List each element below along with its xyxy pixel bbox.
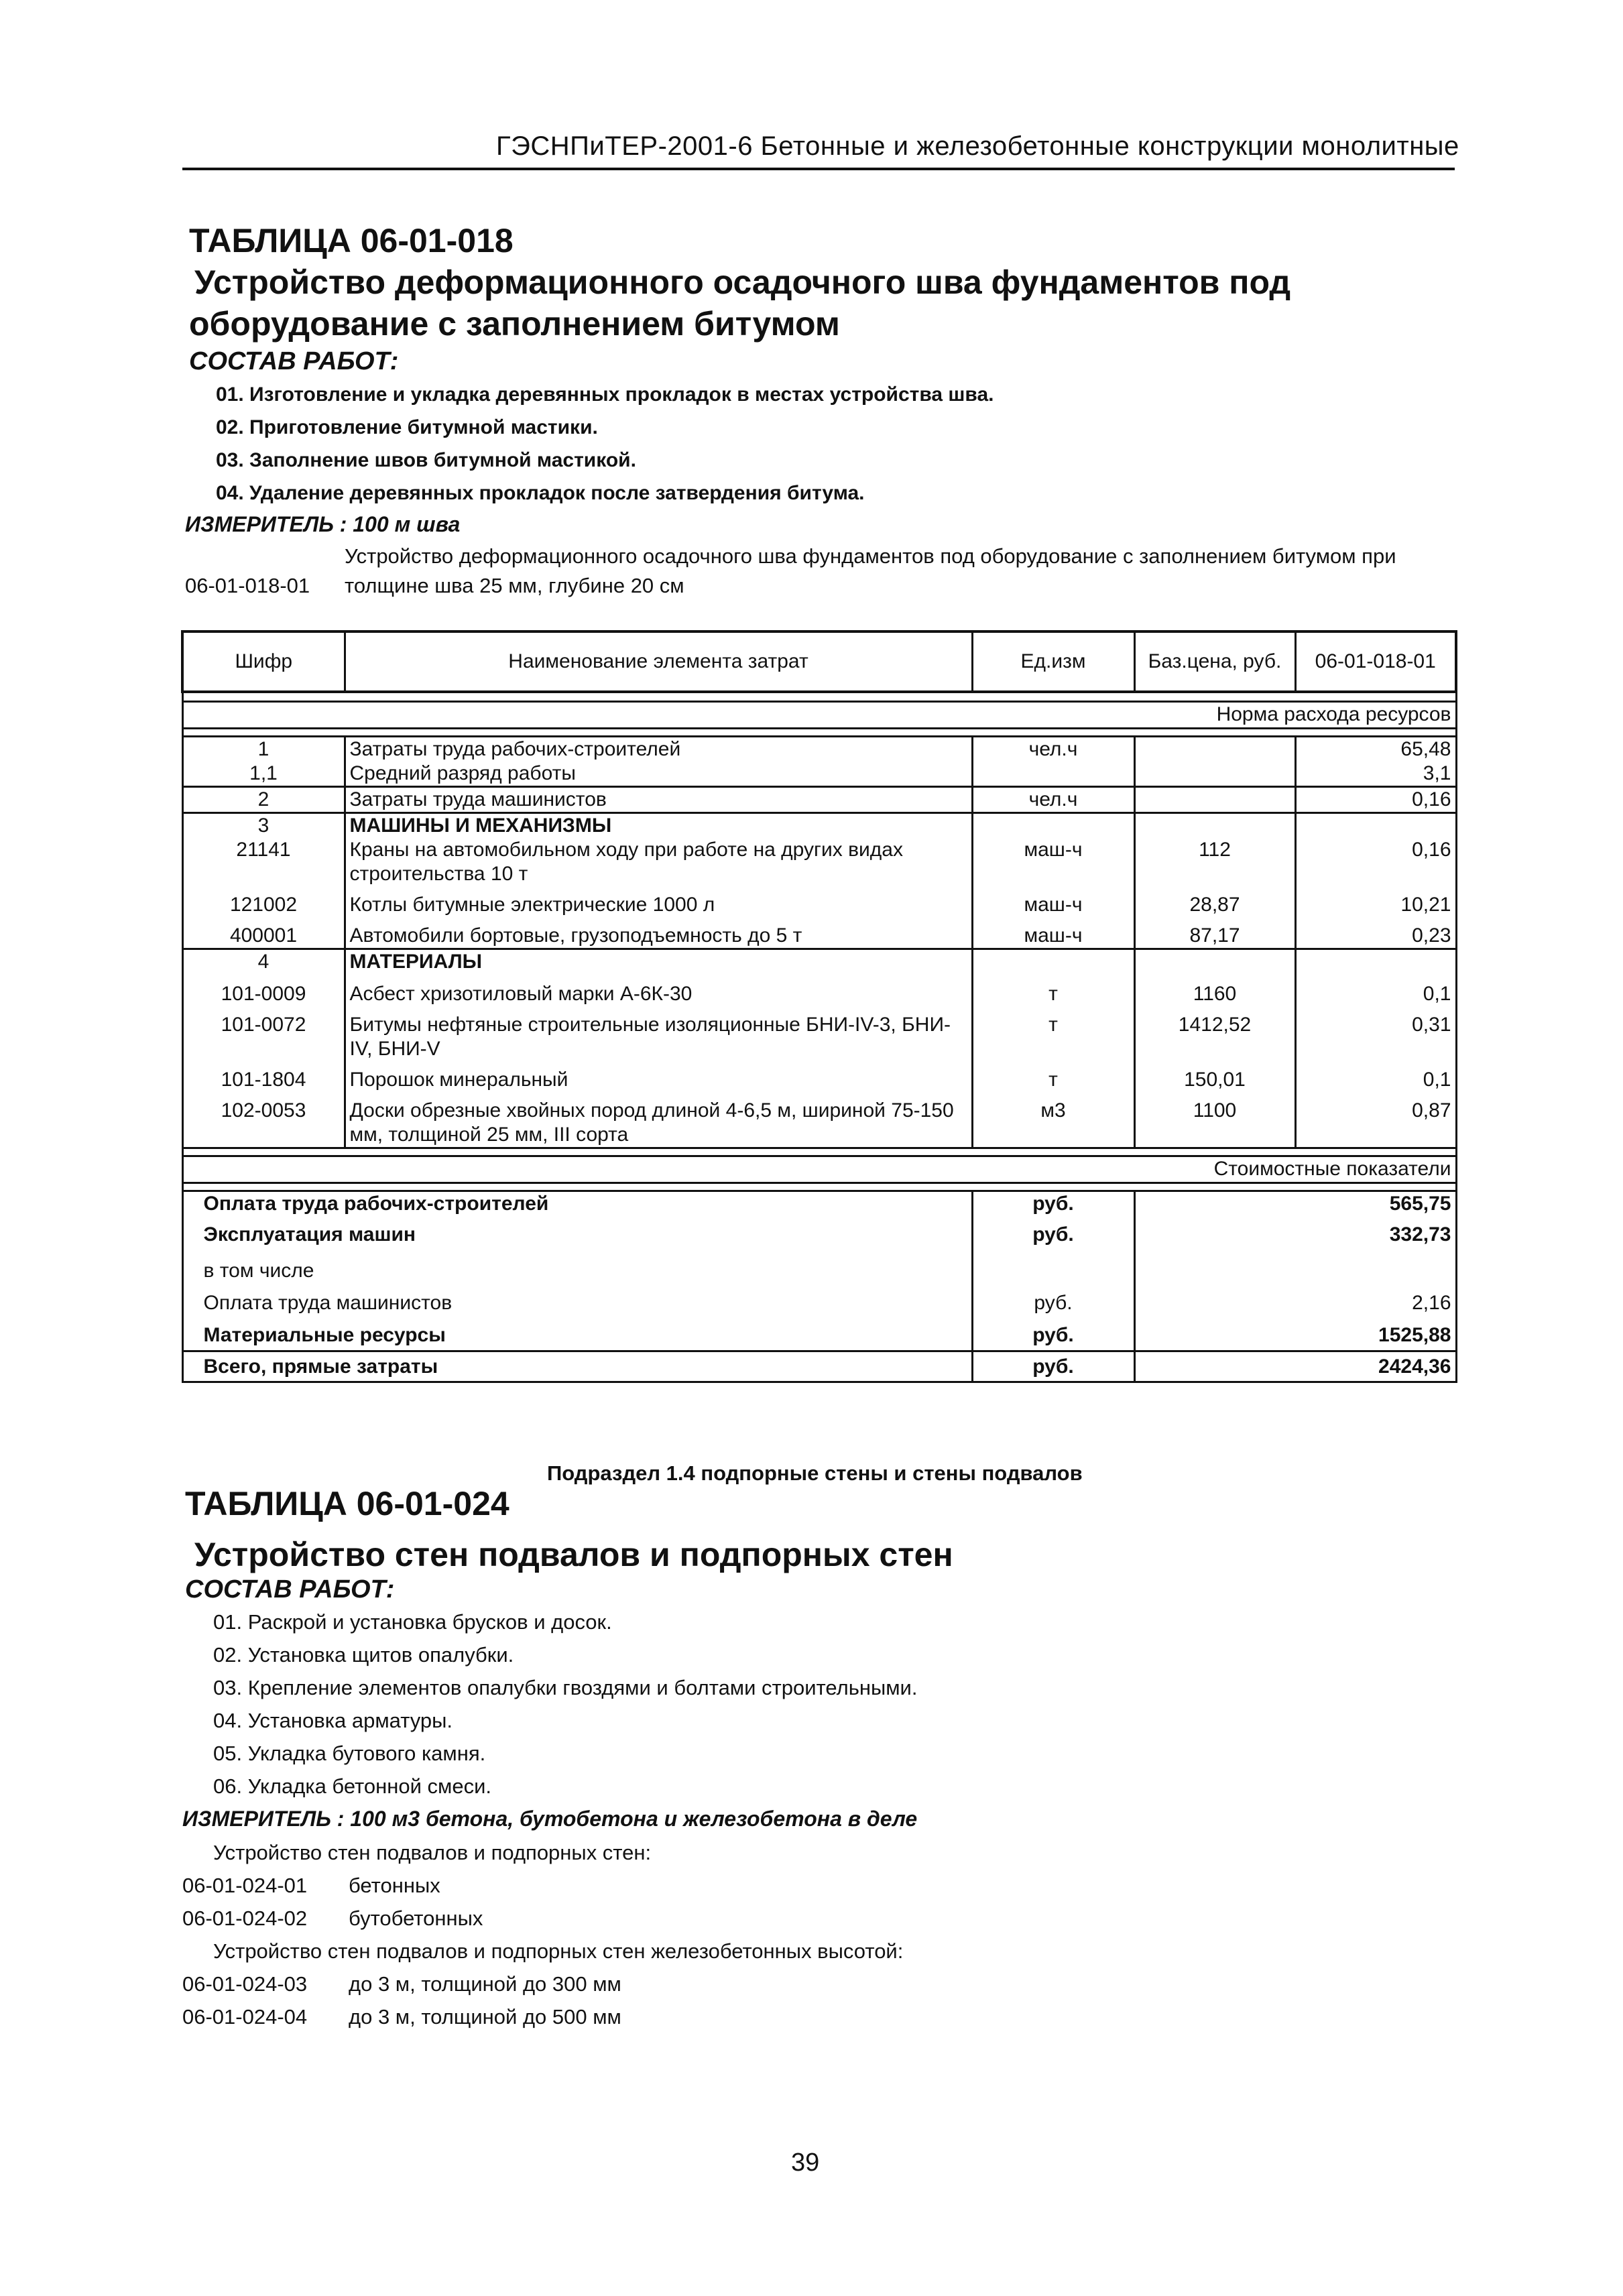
table1-subtitle-line1: Устройство деформационного осадочного шва фундаментов под: [194, 263, 1291, 301]
cost-value: 2,16: [1412, 1291, 1451, 1314]
section-heading: МАТЕРИАЛЫ: [345, 949, 972, 974]
row-price: 1100: [1134, 1092, 1295, 1148]
table2-code: 06-01-024-04: [182, 2005, 308, 2029]
row-value: 0,87: [1412, 1099, 1451, 1122]
table2-code: 06-01-024-03: [182, 1972, 308, 1996]
row-price: 1160: [1134, 974, 1295, 1006]
col-header-code: 06-01-018-01: [1315, 650, 1436, 672]
table1-step: 03. Заполнение швов битумной мастикой.: [216, 449, 636, 471]
table-row: [182, 886, 1456, 917]
table-row: [182, 736, 1456, 762]
table2-subtitle: Устройство стен подвалов и подпорных стен: [194, 1536, 953, 1573]
row-code: 4: [182, 949, 345, 974]
row-unit: чел.ч: [972, 736, 1134, 762]
table1-step: 04. Удаление деревянных прокладок после затвердения битума.: [216, 482, 865, 504]
table-row: [182, 838, 1456, 886]
cost-unit: руб.: [972, 1216, 1134, 1255]
row-price: [1134, 786, 1295, 812]
row-value: 65,48: [1400, 737, 1451, 760]
table2-step: 05. Укладка бутового камня.: [213, 1742, 486, 1765]
norma-label: Норма расхода ресурсов: [1216, 703, 1451, 725]
page-number: 39: [791, 2149, 820, 2177]
table1-step: 01. Изготовление и укладка деревянных прокладок в местах устройства шва.: [216, 383, 994, 406]
table2-step: 01. Раскрой и установка брусков и досок.: [213, 1610, 612, 1634]
row-unit: т: [972, 1006, 1134, 1061]
table-row: [182, 1061, 1456, 1092]
cost-name: Эксплуатация машин: [182, 1216, 972, 1255]
table-row: [182, 786, 1456, 812]
row-unit: маш-ч: [972, 886, 1134, 917]
table1-desc-line2: толщине шва 25 мм, глубине 20 см: [345, 574, 684, 597]
col-header-unit: Ед.изм: [972, 631, 1134, 692]
cost-row: [182, 1319, 1456, 1351]
row-price: [1134, 762, 1295, 787]
row-value: 0,16: [1412, 788, 1451, 810]
row-name: Битумы нефтяные строительные изоляционные БНИ-IV-3, БНИ-IV, БНИ-V: [345, 1006, 972, 1061]
resource-table: [181, 630, 1457, 1383]
table2-code-text: до 3 м, толщиной до 500 мм: [349, 2005, 621, 2029]
cost-unit: руб.: [972, 1351, 1134, 1382]
row-code: 1: [182, 736, 345, 762]
row-value: 3,1: [1423, 762, 1451, 784]
row-unit: т: [972, 974, 1134, 1006]
row-name: Доски обрезные хвойных пород длиной 4-6,5 м, шириной 75-150 мм, толщиной 25 мм, III сорта: [345, 1092, 972, 1148]
table2-step: 03. Крепление элементов опалубки гвоздями и болтами строительными.: [213, 1676, 918, 1699]
row-price: 150,01: [1134, 1061, 1295, 1092]
cost-unit: руб.: [972, 1319, 1134, 1351]
table-row: [182, 1092, 1456, 1148]
col-header-name: Наименование элемента затрат: [345, 631, 972, 692]
cost-value: 565,75: [1389, 1192, 1451, 1215]
cost-value: 332,73: [1389, 1223, 1451, 1246]
row-name: Котлы битумные электрические 1000 л: [345, 886, 972, 917]
row-unit: [972, 762, 1134, 787]
table1-title: ТАБЛИЦА 06-01-018: [189, 222, 514, 259]
row-price: 1412,52: [1134, 1006, 1295, 1061]
row-value: 0,23: [1412, 924, 1451, 947]
row-name: Затраты труда машинистов: [345, 786, 972, 812]
table1-sostav-heading: СОСТАВ РАБОТ:: [189, 347, 399, 375]
row-code: 400001: [182, 917, 345, 949]
row-unit: маш-ч: [972, 838, 1134, 886]
running-header: ГЭСНПиТЕР-2001-6 Бетонные и железобетонные конструкции монолитные: [496, 131, 1459, 161]
table2-sostav-heading: СОСТАВ РАБОТ:: [185, 1575, 395, 1604]
table2-code: 06-01-024-02: [182, 1907, 308, 1930]
cost-row: [182, 1287, 1456, 1319]
row-price: 28,87: [1134, 886, 1295, 917]
row-code: 2: [182, 786, 345, 812]
row-unit: м3: [972, 1092, 1134, 1148]
stoim-row: [182, 1156, 1456, 1183]
stoim-label: Стоимостные показатели: [1213, 1157, 1451, 1180]
cost-value: 2424,36: [1378, 1355, 1451, 1378]
table2-step: 02. Установка щитов опалубки.: [213, 1643, 514, 1667]
row-code: 101-1804: [182, 1061, 345, 1092]
table2-izmeritel: ИЗМЕРИТЕЛЬ : 100 м3 бетона, бутобетона и железобетона в деле: [182, 1807, 918, 1831]
cost-unit: руб.: [972, 1287, 1134, 1319]
section-heading: МАШИНЫ И МЕХАНИЗМЫ: [345, 812, 972, 838]
cost-row: [182, 1191, 1456, 1216]
table1-subtitle-line2: оборудование с заполнением битумом: [189, 305, 840, 343]
table2-code: 06-01-024-01: [182, 1874, 308, 1897]
cost-unit: руб.: [972, 1191, 1134, 1216]
table-section-row: [182, 812, 1456, 838]
table-row: [182, 917, 1456, 949]
table1-code: 06-01-018-01: [185, 574, 310, 597]
table-row: [182, 762, 1456, 787]
row-name: Краны на автомобильном ходу при работе на других видах строительства 10 т: [345, 838, 972, 886]
row-code: 21141: [182, 838, 345, 886]
table2-step: 04. Установка арматуры.: [213, 1709, 453, 1732]
subsection-heading: Подраздел 1.4 подпорные стены и стены подвалов: [547, 1461, 1083, 1485]
table-row: [182, 1006, 1456, 1061]
row-name: Автомобили бортовые, грузоподъемность до 5 т: [345, 917, 972, 949]
table1-izmeritel: ИЗМЕРИТЕЛЬ : 100 м шва: [185, 512, 461, 536]
cost-name: Оплата труда машинистов: [182, 1287, 972, 1319]
row-code: 102-0053: [182, 1092, 345, 1148]
table2-step: 06. Укладка бетонной смеси.: [213, 1774, 492, 1798]
cost-row: [182, 1255, 1456, 1287]
table2-group1-heading: Устройство стен подвалов и подпорных стен:: [213, 1841, 652, 1864]
row-name: Порошок минеральный: [345, 1061, 972, 1092]
cost-name: Материальные ресурсы: [182, 1319, 972, 1351]
row-name: Асбест хризотиловый марки А-6К-30: [345, 974, 972, 1006]
row-unit: маш-ч: [972, 917, 1134, 949]
row-price: 87,17: [1134, 917, 1295, 949]
table1-desc-line1: Устройство деформационного осадочного шва фундаментов под оборудование с заполнением битумом при: [345, 544, 1396, 568]
row-price: [1134, 736, 1295, 762]
row-unit: чел.ч: [972, 786, 1134, 812]
table-row: [182, 974, 1456, 1006]
table2-group2-heading: Устройство стен подвалов и подпорных стен железобетонных высотой:: [213, 1939, 904, 1963]
row-name: Затраты труда рабочих-строителей: [345, 736, 972, 762]
col-header-shifr: Шифр: [182, 631, 345, 692]
cost-value: 1525,88: [1378, 1323, 1451, 1346]
col-header-price: Баз.цена, руб.: [1134, 631, 1295, 692]
norma-row: [182, 701, 1456, 728]
header-rule: [182, 168, 1455, 170]
cost-name: в том числе: [182, 1255, 972, 1287]
row-code: 101-0009: [182, 974, 345, 1006]
row-code: 101-0072: [182, 1006, 345, 1061]
table-header-row: [182, 631, 1456, 692]
table2-code-text: бетонных: [349, 1874, 440, 1897]
row-code: 1,1: [182, 762, 345, 787]
row-value: 0,31: [1412, 1013, 1451, 1036]
cost-row: [182, 1216, 1456, 1255]
row-value: 0,1: [1423, 982, 1451, 1005]
row-value: 10,21: [1400, 893, 1451, 916]
cost-name: Оплата труда рабочих-строителей: [182, 1191, 972, 1216]
cost-row: [182, 1351, 1456, 1382]
row-price: 112: [1134, 838, 1295, 886]
row-code: 121002: [182, 886, 345, 917]
table-section-row: [182, 949, 1456, 974]
row-name: Средний разряд работы: [345, 762, 972, 787]
table2-title: ТАБЛИЦА 06-01-024: [185, 1485, 509, 1522]
table2-code-text: бутобетонных: [349, 1907, 483, 1930]
row-unit: т: [972, 1061, 1134, 1092]
cost-name: Всего, прямые затраты: [182, 1351, 972, 1382]
row-code: 3: [182, 812, 345, 838]
row-value: 0,1: [1423, 1068, 1451, 1091]
table1-step: 02. Приготовление битумной мастики.: [216, 416, 598, 438]
row-value: 0,16: [1412, 838, 1451, 861]
table2-code-text: до 3 м, толщиной до 300 мм: [349, 1972, 621, 1996]
